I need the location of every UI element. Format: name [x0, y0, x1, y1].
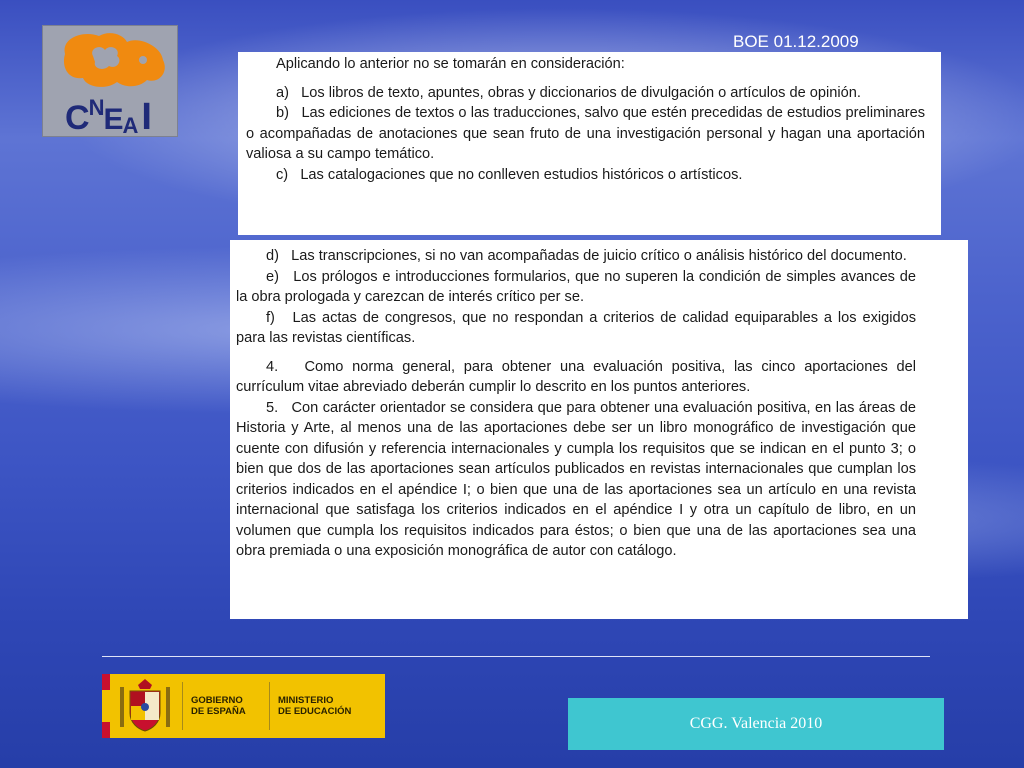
gobierno-label: GOBIERNO DE ESPAÑA: [191, 695, 246, 717]
intro-paragraph: Aplicando lo anterior no se tomarán en consideración:: [276, 56, 625, 72]
logo-letter-i: I: [141, 96, 151, 138]
item-a-paragraph: a) Los libros de texto, apuntes, obras y diccionarios de divulgación o artículos de opinión.: [276, 84, 861, 101]
footer-divider: [102, 656, 930, 657]
cneai-logo: [42, 25, 178, 137]
ministerio-label: MINISTERIO DE EDUCACIÓN: [278, 695, 352, 717]
criteria-panel-bottom: [230, 240, 968, 619]
point-4-paragraph: 4. Como norma general, para obtener una evaluación positiva, las cinco aportaciones del currículum vitae abreviado deberán cumplir lo descrito en los puntos anteriores.: [236, 358, 916, 395]
logo-letter-e: E: [103, 103, 123, 136]
logo-separator-2: [269, 682, 270, 730]
logo-letter-a: A: [122, 113, 138, 138]
item-c-paragraph: c) Las catalogaciones que no conlleven estudios históricos o artísticos.: [276, 166, 743, 183]
item-b-paragraph: b) Las ediciones de textos o las traducciones, salvo que estén precedidas de estudios preliminares o acompañadas de anotaciones que sean fruto de una investigación personal y hagan una aportación valiosa a su campo temático.: [246, 105, 925, 162]
point-5-paragraph: 5. Con carácter orientador se considera que para obtener una evaluación positiva, en las áreas de Historia y Arte, al menos una de las aportaciones debe ser un libro monográfico de investigación que cuente con difusión y referencia internacionales y cumpla los requisitos que se indican en el punto 3; o bien que dos de las aportaciones sean artículos publicados en revistas internacionales que cumplan los criterios indicados en el apéndice I; o bien que una de las aportaciones sea un artículo en una revista internacional que satisfaga los criterios indicados en el apéndice I y otra un capítulo de libro, en un volumen que cumpla los requisitos indicados para éstos; o bien que una de las aportaciones sea una obra premiada o una exposición monográfica de autor con catálogo.: [236, 399, 916, 559]
criteria-panel-top: [238, 52, 941, 235]
cneai-logo-text: [65, 96, 151, 139]
item-e-paragraph: e) Los prólogos e introducciones formularios, que no superen la condición de simples avances de la obra prologada y carezcan de interés crítico per se.: [236, 268, 916, 305]
boe-date-reference: BOE 01.12.2009: [733, 32, 859, 51]
item-f-paragraph: f) Las actas de congresos, que no respondan a criterios de calidad equiparables a los exigidos para las revistas científicas.: [236, 309, 916, 346]
event-label-box: CGG. Valencia 2010: [568, 698, 944, 750]
item-d-paragraph: d) Las transcripciones, si no van acompañadas de juicio crítico o análisis histórico del documento.: [266, 248, 907, 264]
flag-stripe: [102, 674, 110, 738]
spain-coat-of-arms-icon: [116, 677, 174, 735]
logo-letter-c: C: [65, 99, 89, 137]
gobierno-logo-banner: [102, 674, 385, 738]
logo-separator: [182, 682, 183, 730]
logo-letter-n: N: [88, 95, 104, 120]
